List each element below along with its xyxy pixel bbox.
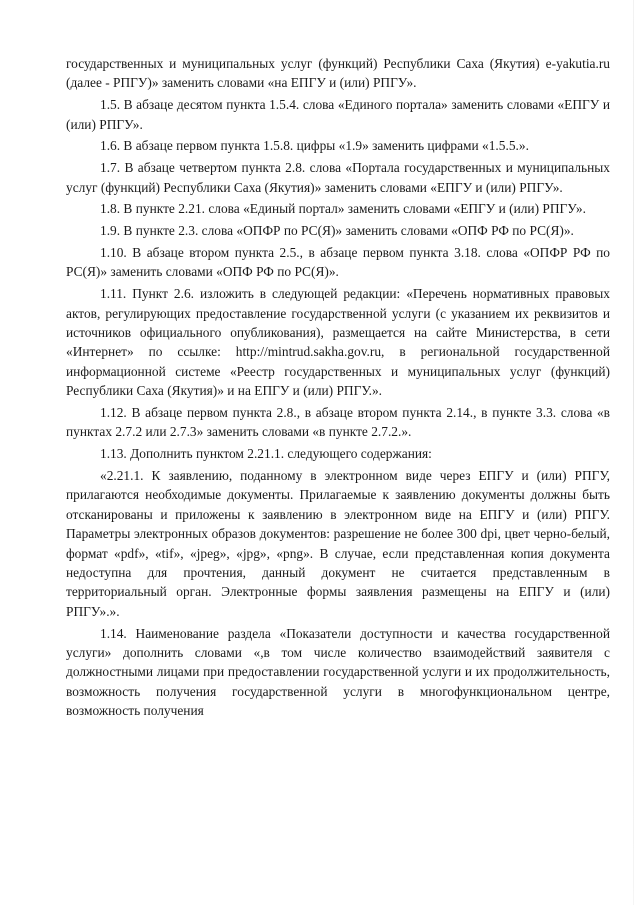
paragraph-2-21-1-quote: «2.21.1. К заявлению, поданному в электронном виде через ЕПГУ и (или) РПГУ, прилагаются необходимые документы. Прилагаемые к заявлению документы должны быть отсканированы и приложены к заявлению в электронном виде на ЕПГУ и (или) РПГУ. Параметры электронных образов документов: разрешение не более 300 dpi, цвет черно-белый, формат «pdf», «tif», «jpeg», «jpg», «png». В случае, если представленная копия документа недоступна для прочтения, данный документ не считается представленным в территориальный орган. Электронные формы заявления размещены на ЕПГУ и (или) РПГУ».». (66, 468, 610, 619)
paragraph-1-11: 1.11. Пункт 2.6. изложить в следующей редакции: «Перечень нормативных правовых актов, регулирующих предоставление государственной услуги (с указанием их реквизитов и источников официального опубликования), размещается на сайте Министерства, в сети «Интернет» по ссылке: http://mintrud.sakha.gov.ru, в региональной государственной информационной системе «Реестр государственных и муниципальных услуг (функций) Республики Саха (Якутия)» и на ЕПГУ и (или) РПГУ.». (66, 286, 610, 399)
paragraph-1-10: 1.10. В абзаце втором пункта 2.5., в абзаце первом пункта 3.18. слова «ОПФР РФ по РС(Я)» заменить словами «ОПФ РФ по РС(Я)». (66, 245, 610, 280)
paragraph-1-9: 1.9. В пункте 2.3. слова «ОПФР по РС(Я)» заменить словами «ОПФ РФ по РС(Я)». (100, 223, 574, 239)
paragraph-1-5: 1.5. В абзаце десятом пункта 1.5.4. слова «Единого портала» заменить словами «ЕПГУ и (или) РПГУ». (66, 97, 610, 132)
paragraph-1-12: 1.12. В абзаце первом пункта 2.8., в абзаце втором пункта 2.14., в пункте 3.3. слова «в пунктах 2.7.2 или 2.7.3» заменить словами «в пункте 2.7.2.». (66, 405, 610, 440)
scan-edge (633, 0, 634, 905)
paragraph-1-7: 1.7. В абзаце четвертом пункта 2.8. слова «Портала государственных и муниципальных услуг (функций) Республики Саха (Якутия)» заменить словами «ЕПГУ и (или) РПГУ». (66, 160, 610, 195)
document-page (66, 54, 610, 723)
paragraph-1-13: 1.13. Дополнить пунктом 2.21.1. следующего содержания: (100, 446, 432, 462)
paragraph-1-14: 1.14. Наименование раздела «Показатели доступности и качества государственной услуги» дополнить словами «,в том числе количество взаимодействий заявителя с должностными лицами при предоставлении государственной услуги и их продолжительность, возможность получения государственной услуги в многофункциональном центре, возможность получения (66, 625, 610, 719)
paragraph-1-6: 1.6. В абзаце первом пункта 1.5.8. цифры «1.9» заменить цифрами «1.5.5.». (100, 138, 529, 154)
paragraph-1-8: 1.8. В пункте 2.21. слова «Единый портал» заменить словами «ЕПГУ и (или) РПГУ». (100, 201, 586, 217)
paragraph-continuation: государственных и муниципальных услуг (функций) Республики Саха (Якутия) e-yakutia.ru (далее - РПГУ)» заменить словами «на ЕПГУ и (или) РПГУ». (66, 56, 610, 91)
